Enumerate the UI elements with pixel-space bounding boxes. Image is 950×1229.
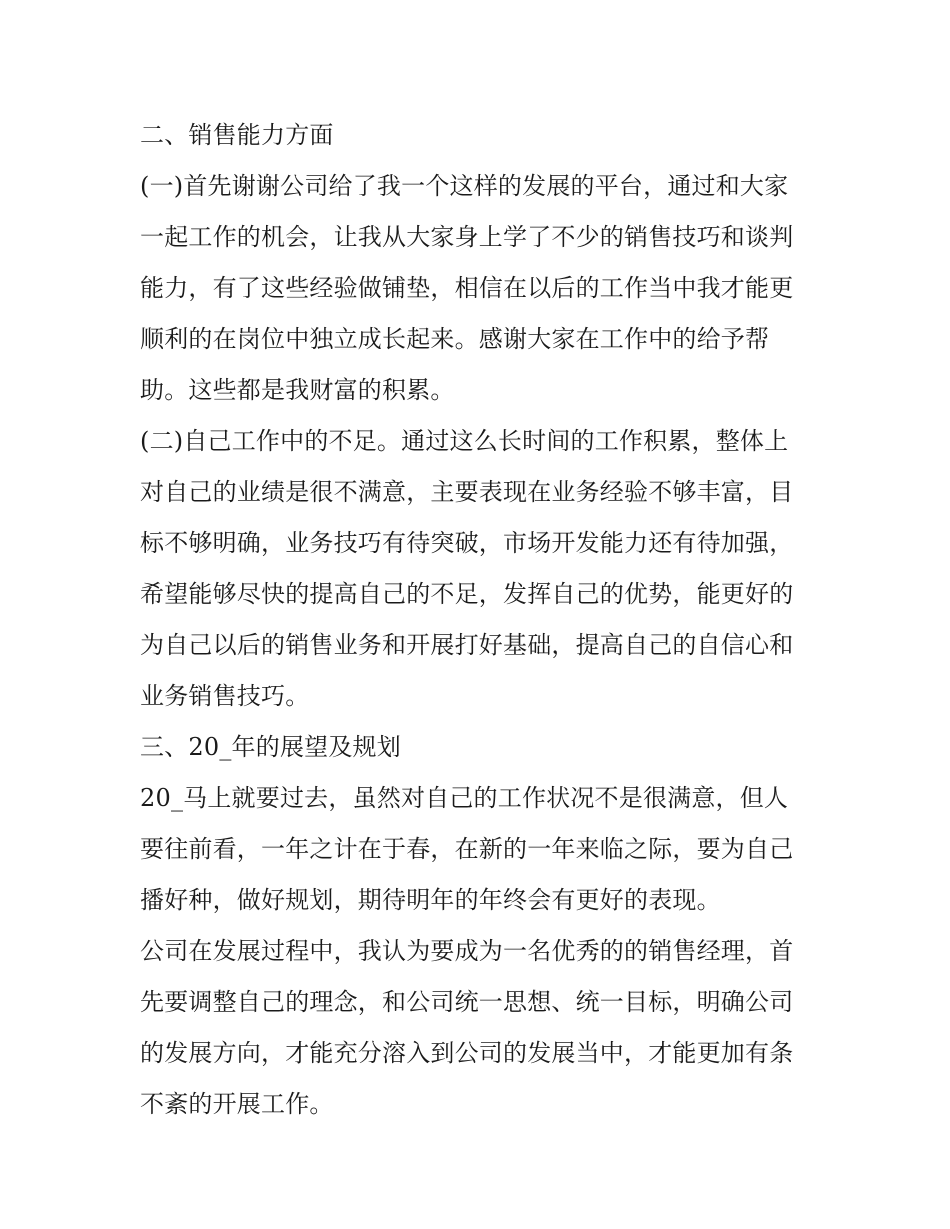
- paragraph-line: (二)自己工作中的不足。通过这么长时间的工作积累，整体上: [140, 427, 789, 455]
- paragraph-line: 为自己以后的销售业务和开展打好基础，提高自己的自信心和: [140, 631, 794, 659]
- document-body: [140, 110, 820, 1130]
- paragraph-line: 先要调整自己的理念，和公司统一思想、统一目标，明确公司: [140, 988, 794, 1016]
- paragraph-line: 业务销售技巧。: [140, 682, 310, 710]
- paragraph-line: 的发展方向，才能充分溶入到公司的发展当中，才能更加有条: [140, 1039, 794, 1067]
- paragraph-line: 一起工作的机会，让我从大家身上学了不少的销售技巧和谈判: [140, 223, 794, 251]
- paragraph-line: 公司在发展过程中，我认为要成为一名优秀的的销售经理，首: [140, 937, 794, 965]
- paragraph-line: 不紊的开展工作。: [140, 1090, 334, 1118]
- paragraph-line: 要往前看，一年之计在于春，在新的一年来临之际，要为自己: [140, 835, 794, 863]
- paragraph-line: (一)首先谢谢公司给了我一个这样的发展的平台，通过和大家: [140, 172, 789, 200]
- section-heading-outlook: 三、20_年的展望及规划: [140, 733, 401, 761]
- paragraph-line: 对自己的业绩是很不满意，主要表现在业务经验不够丰富，目: [140, 478, 794, 506]
- paragraph-line: 播好种，做好规划，期待明年的年终会有更好的表现。: [140, 886, 721, 914]
- paragraph-line: 标不够明确，业务技巧有待突破，市场开发能力还有待加强，: [140, 529, 794, 557]
- section-heading-sales-ability: 二、销售能力方面: [140, 121, 334, 149]
- paragraph-line: 助。这些都是我财富的积累。: [140, 376, 455, 404]
- paragraph-line: 顺利的在岗位中独立成长起来。感谢大家在工作中的给予帮: [140, 325, 770, 353]
- paragraph-line: 希望能够尽快的提高自己的不足，发挥自己的优势，能更好的: [140, 580, 794, 608]
- paragraph-line: 20_马上就要过去，虽然对自己的工作状况不是很满意，但人: [140, 784, 789, 812]
- paragraph-line: 能力，有了这些经验做铺垫，相信在以后的工作当中我才能更: [140, 274, 794, 302]
